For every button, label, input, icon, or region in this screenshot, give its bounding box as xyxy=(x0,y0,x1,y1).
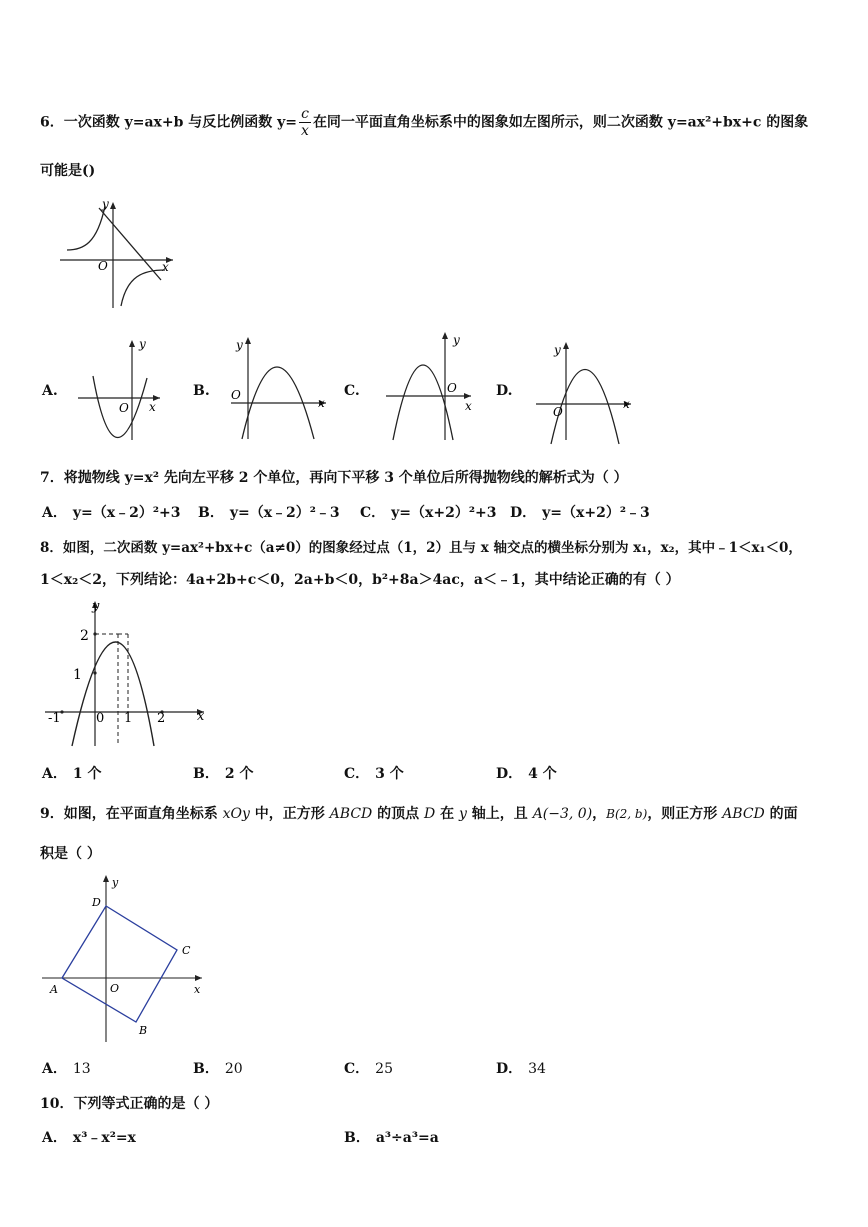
q9-fig-o: O xyxy=(110,982,120,995)
q6-fraction xyxy=(299,106,311,139)
q8-fig-tick-0: 0 xyxy=(96,711,105,726)
q6-option-c-graph[interactable] xyxy=(383,330,478,445)
q8-figure xyxy=(42,598,217,748)
q6-b-y: y xyxy=(236,338,243,352)
q6-fig-x-label: x xyxy=(162,260,169,274)
q9-fig-D: D xyxy=(92,896,101,909)
q8-option-d[interactable]: D． 4 个 xyxy=(496,766,557,782)
q10-option-a[interactable]: A． x³﹣x²=x xyxy=(42,1130,136,1146)
q8-option-a[interactable]: A． 1 个 xyxy=(42,766,102,782)
q6-stem-line1 xyxy=(40,106,808,139)
q9-option-c[interactable]: C． 25 xyxy=(344,1061,393,1077)
q9-fig-A: A xyxy=(50,983,58,996)
q9-option-a[interactable]: A． 13 xyxy=(42,1061,91,1077)
q8-fig-y: y xyxy=(92,599,100,614)
q8-fig-tick-x2: 2 xyxy=(157,711,166,726)
q6-option-b-label[interactable]: B. xyxy=(193,383,210,399)
q10-option-b[interactable]: B． a³÷a³=a xyxy=(344,1130,439,1146)
q6-b-x: x xyxy=(318,396,325,410)
q6-frac-denominator: x xyxy=(301,123,309,139)
q9-stem-line1: 9．如图，在平面直角坐标系 xOy 中，正方形 ABCD 的顶点 D 在 y 轴上，且 A(−3, 0)，B(2, b)，则正方形 ABCD 的面 xyxy=(40,806,798,822)
q7-option-d[interactable]: D． y=（x+2）²﹣3 xyxy=(510,505,650,521)
q6-c-y: y xyxy=(453,333,460,347)
q6-c-o: O xyxy=(447,381,457,395)
q9-fig-x: x xyxy=(194,983,201,996)
q8-stem-line2: 1＜x₂＜2，下列结论：4a+2b+c＜0，2a+b＜0，b²+8a＞4ac，a＜﹣1，其中结论正确的有（ ） xyxy=(40,572,680,588)
q9-stem-line2: 积是（ ） xyxy=(40,846,101,862)
q7-stem: 7．将抛物线 y=x² 先向左平移 2 个单位，再向下平移 3 个单位后所得抛物线的解析式为（ ） xyxy=(40,470,628,486)
q9-fig-B: B xyxy=(139,1024,148,1037)
q9-point-a: A(−3, 0) xyxy=(532,806,593,822)
q9-option-b[interactable]: B． 20 xyxy=(193,1061,243,1077)
q8-fig-x: x xyxy=(197,709,205,724)
q8-option-b[interactable]: B． 2 个 xyxy=(193,766,254,782)
q6-option-b-graph[interactable] xyxy=(228,335,333,445)
q9-option-d[interactable]: D． 34 xyxy=(496,1061,546,1077)
q6-d-x: x xyxy=(623,397,630,411)
q8-fig-tick-x1: 1 xyxy=(124,711,133,726)
q6-a-o: O xyxy=(119,401,129,415)
q6-option-a-label[interactable]: A. xyxy=(42,383,58,399)
q6-figure xyxy=(55,198,180,313)
q6-a-y: y xyxy=(139,337,146,351)
q6-stem-post: 在同一平面直角坐标系中的图象如左图所示，则二次函数 y=ax²+bx+c 的图象 xyxy=(312,114,809,131)
q8-fig-tick-1: 1 xyxy=(73,667,82,683)
q6-frac-numerator: c xyxy=(299,106,311,123)
q6-c-x: x xyxy=(465,399,472,413)
q10-stem: 10．下列等式正确的是（ ） xyxy=(40,1096,219,1112)
q9-fig-C: C xyxy=(182,944,191,957)
q8-option-c[interactable]: C． 3 个 xyxy=(344,766,404,782)
q6-d-o: O xyxy=(553,405,563,419)
q6-option-d-label[interactable]: D. xyxy=(496,383,513,399)
q8-fig-tick-2: 2 xyxy=(80,628,89,644)
q6-stem-line2: 可能是() xyxy=(40,163,96,179)
q6-stem-pre: 6．一次函数 y=ax+b 与反比例函数 y= xyxy=(40,114,298,131)
q8-stem-line1: 8．如图，二次函数 y=ax²+bx+c（a≠0）的图象经过点（1，2）且与 x 轴交点的横坐标分别为 x₁，x₂，其中﹣1＜x₁＜0， xyxy=(40,540,802,556)
q6-fig-origin: O xyxy=(98,259,108,273)
q6-option-c-label[interactable]: C. xyxy=(344,383,360,399)
q7-option-a[interactable]: A． y=（x﹣2）²+3 xyxy=(42,505,181,521)
q9-fig-y: y xyxy=(112,876,119,889)
q6-a-x: x xyxy=(149,400,156,414)
q8-fig-tick-neg1: -1 xyxy=(48,711,61,726)
q6-d-y: y xyxy=(554,343,561,357)
q7-option-c[interactable]: C． y=（x+2）²+3 xyxy=(360,505,497,521)
q9-xoy: xOy xyxy=(222,806,250,822)
q9-figure xyxy=(40,872,215,1044)
q6-option-d-graph[interactable] xyxy=(533,340,638,445)
q9-point-b: B(2, b) xyxy=(606,807,648,821)
q6-fig-y-label: y xyxy=(102,197,109,211)
q7-option-b[interactable]: B． y=（x﹣2）²﹣3 xyxy=(198,505,340,521)
q6-option-a-graph[interactable] xyxy=(75,338,170,448)
q6-b-o: O xyxy=(231,388,241,402)
